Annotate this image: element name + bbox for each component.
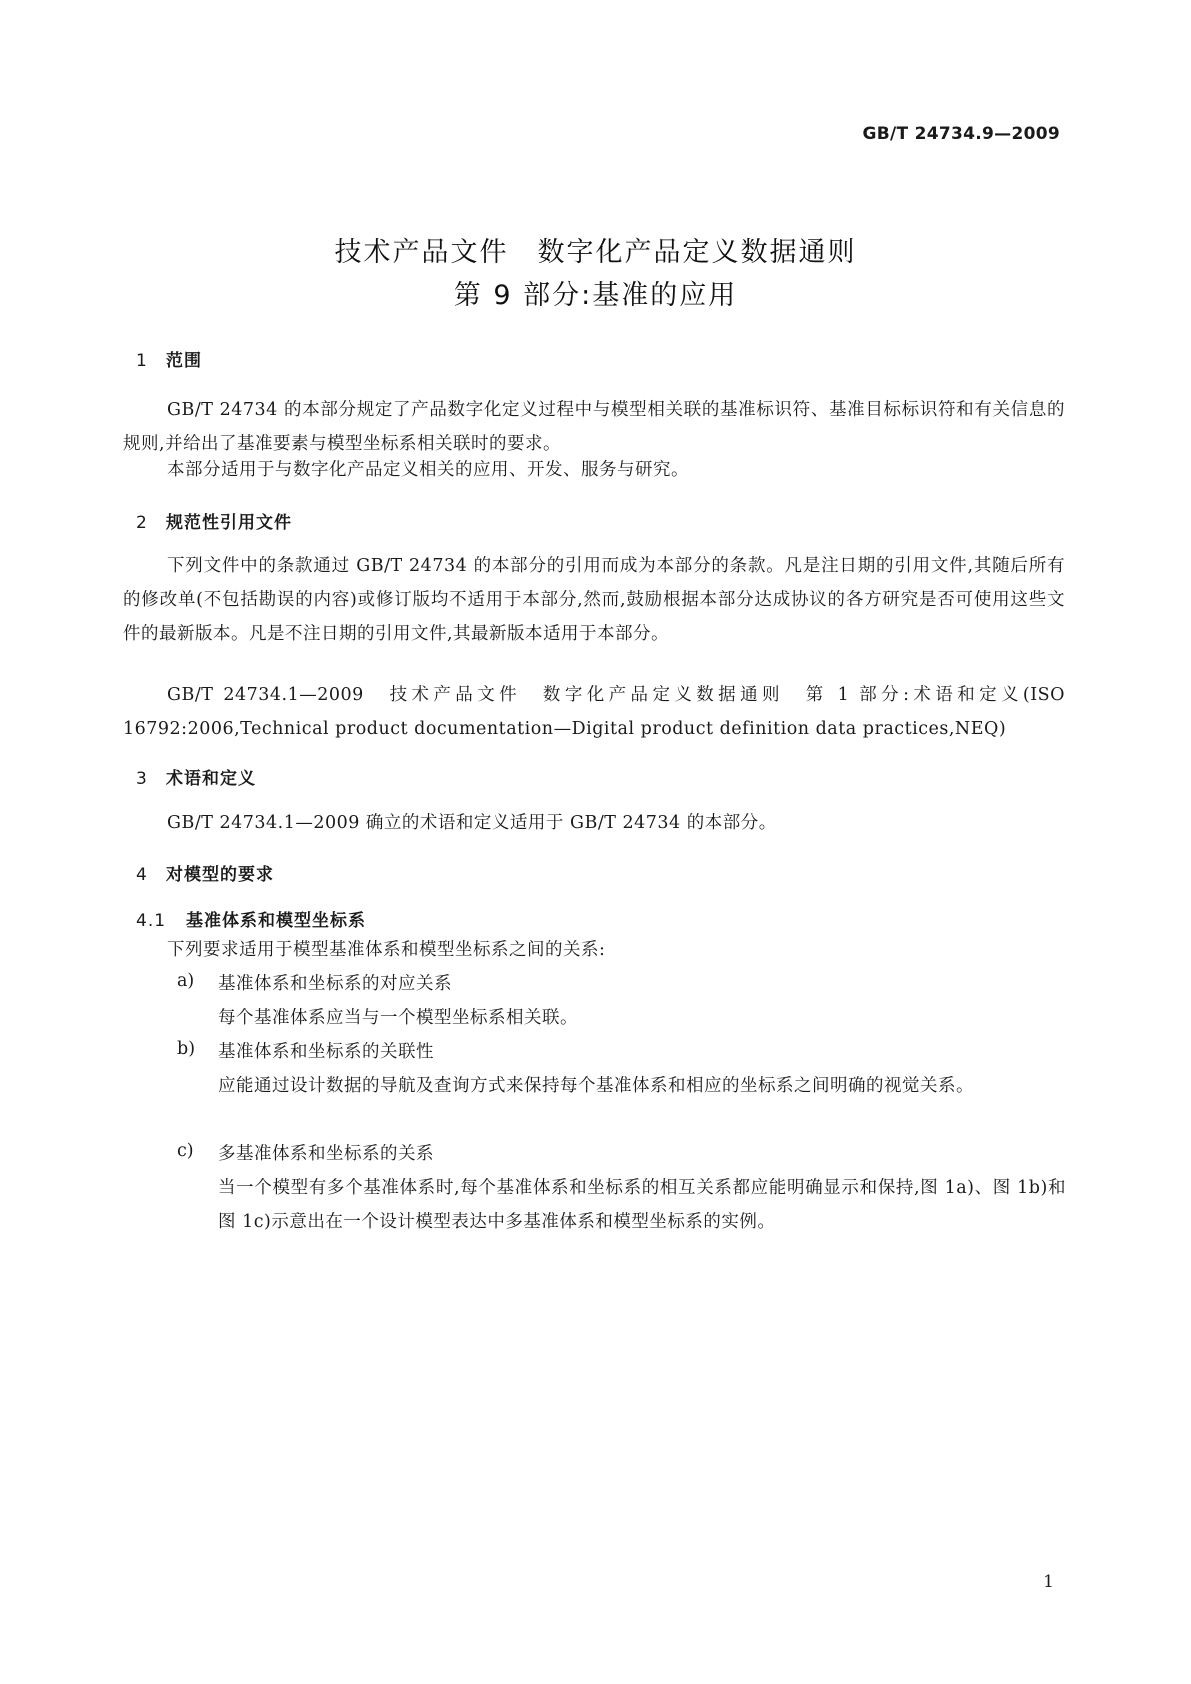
section-title: 规范性引用文件 — [166, 513, 292, 533]
list-item-text: 应能通过设计数据的导航及查询方式来保持每个基准体系和相应的坐标系之间明确的视觉关系。 — [218, 1076, 974, 1096]
section-number: 3 — [136, 769, 148, 789]
list-item-title: 多基准体系和坐标系的关系 — [218, 1144, 434, 1164]
section-2-paragraph-1: 下列文件中的条款通过 GB/T 24734 的本部分的引用而成为本部分的条款。凡是注日期的引用文件,其随后所有的修改单(不包括勘误的内容)或修订版均不适用于本部分,然而,鼓励根据本部分达成协议的各方研究是否可使用这些文件的最新版本。凡是不注日期的引用文件,其最新版本适用于本部分。 — [123, 556, 1065, 644]
section-2-reference: GB/T 24734.1—2009 技术产品文件 数字化产品定义数据通则 第 1 部分:术语和定义(ISO 16792:2006,Technical product documentation—Digital product definition data practices,NEQ) — [123, 685, 1065, 739]
list-item-label: c) — [177, 1141, 194, 1161]
section-title: 基准体系和模型坐标系 — [186, 911, 366, 931]
section-1-paragraph-2: 本部分适用于与数字化产品定义相关的应用、开发、服务与研究。 — [167, 460, 689, 480]
section-4-heading — [136, 860, 274, 885]
list-item-title: 基准体系和坐标系的对应关系 — [218, 974, 452, 994]
standard-code: GB/T 24734.9—2009 — [862, 124, 1060, 144]
section-number: 1 — [136, 351, 148, 371]
section-3-paragraph-1: GB/T 24734.1—2009 确立的术语和定义适用于 GB/T 24734 的本部分。 — [167, 813, 777, 833]
section-title: 术语和定义 — [166, 769, 256, 789]
document-title-line1: 技术产品文件 数字化产品定义数据通则 — [334, 237, 857, 268]
document-title-line2: 第 9 部分:基准的应用 — [453, 280, 738, 311]
section-3-heading — [136, 764, 256, 789]
list-item-title: 基准体系和坐标系的关联性 — [218, 1042, 434, 1062]
section-4-1-heading — [136, 906, 366, 931]
section-number: 2 — [136, 513, 148, 533]
list-item-label: a) — [177, 971, 195, 991]
section-1-heading — [136, 346, 202, 371]
list-item-text: 每个基准体系应当与一个模型坐标系相关联。 — [218, 1008, 578, 1028]
section-title: 范围 — [166, 351, 202, 371]
page-number: 1 — [1043, 1572, 1054, 1592]
section-number: 4.1 — [136, 911, 167, 931]
section-number: 4 — [136, 865, 148, 885]
list-item-label: b) — [177, 1039, 196, 1059]
section-1-paragraph-1: GB/T 24734 的本部分规定了产品数字化定义过程中与模型相关联的基准标识符、基准目标标识符和有关信息的规则,并给出了基准要素与模型坐标系相关联时的要求。 — [123, 400, 1065, 454]
section-2-heading — [136, 508, 292, 533]
section-4-1-intro: 下列要求适用于模型基准体系和模型坐标系之间的关系: — [167, 940, 606, 960]
list-item-text: 当一个模型有多个基准体系时,每个基准体系和坐标系的相互关系都应能明确显示和保持,图 1a)、图 1b)和图 1c)示意出在一个设计模型表达中多基准体系和模型坐标系的实例。 — [218, 1178, 1066, 1232]
section-title: 对模型的要求 — [166, 865, 274, 885]
